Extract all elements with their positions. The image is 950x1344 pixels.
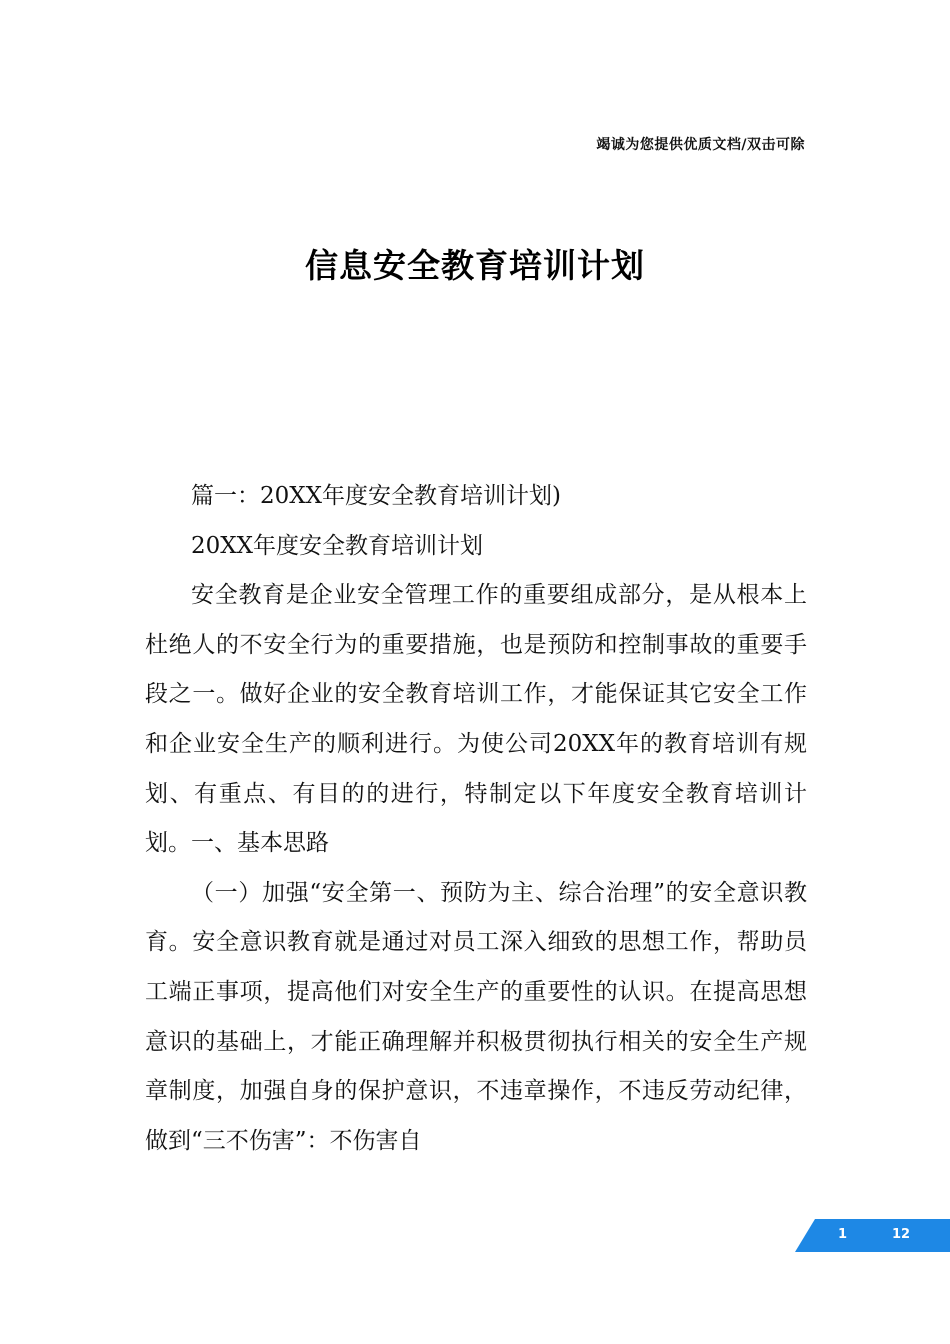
header-note: 竭诚为您提供优质文档/双击可除	[596, 137, 805, 153]
page-number: 1	[838, 1227, 848, 1242]
page-footer-bar	[795, 1219, 950, 1252]
paragraph-subtitle: 20XX年度安全教育培训计划	[191, 532, 484, 559]
paragraph-section-heading: 篇一：20XX年度安全教育培训计划)	[191, 483, 561, 509]
page-total: 12	[892, 1227, 911, 1242]
paragraph-point-one: （一）加强“安全第一、预防为主、综合治理”的安全意识教育。安全意识教育就是通过对员工深入细致的思想工作，帮助员工端正事项，提高他们对安全生产的重要性的认识。在提高思想意识的基础上，才能正确理解并积极贯彻执行相关的安全生产规章制度，加强自身的保护意识，不违章操作，不违反劳动纪律，做到“三不伤害”：不伤害自	[145, 879, 807, 1154]
document-title: 信息安全教育培训计划	[305, 246, 645, 285]
paragraph-intro: 安全教育是企业安全管理工作的重要组成部分，是从根本上杜绝人的不安全行为的重要措施，也是预防和控制事故的重要手段之一。做好企业的安全教育培训工作，才能保证其它安全工作和企业安全生产的顺利进行。为使公司20XX年的教育培训有规划、有重点、有目的的进行，特制定以下年度安全教育培训计划。一、基本思路	[145, 582, 807, 857]
document-body	[145, 472, 807, 1166]
